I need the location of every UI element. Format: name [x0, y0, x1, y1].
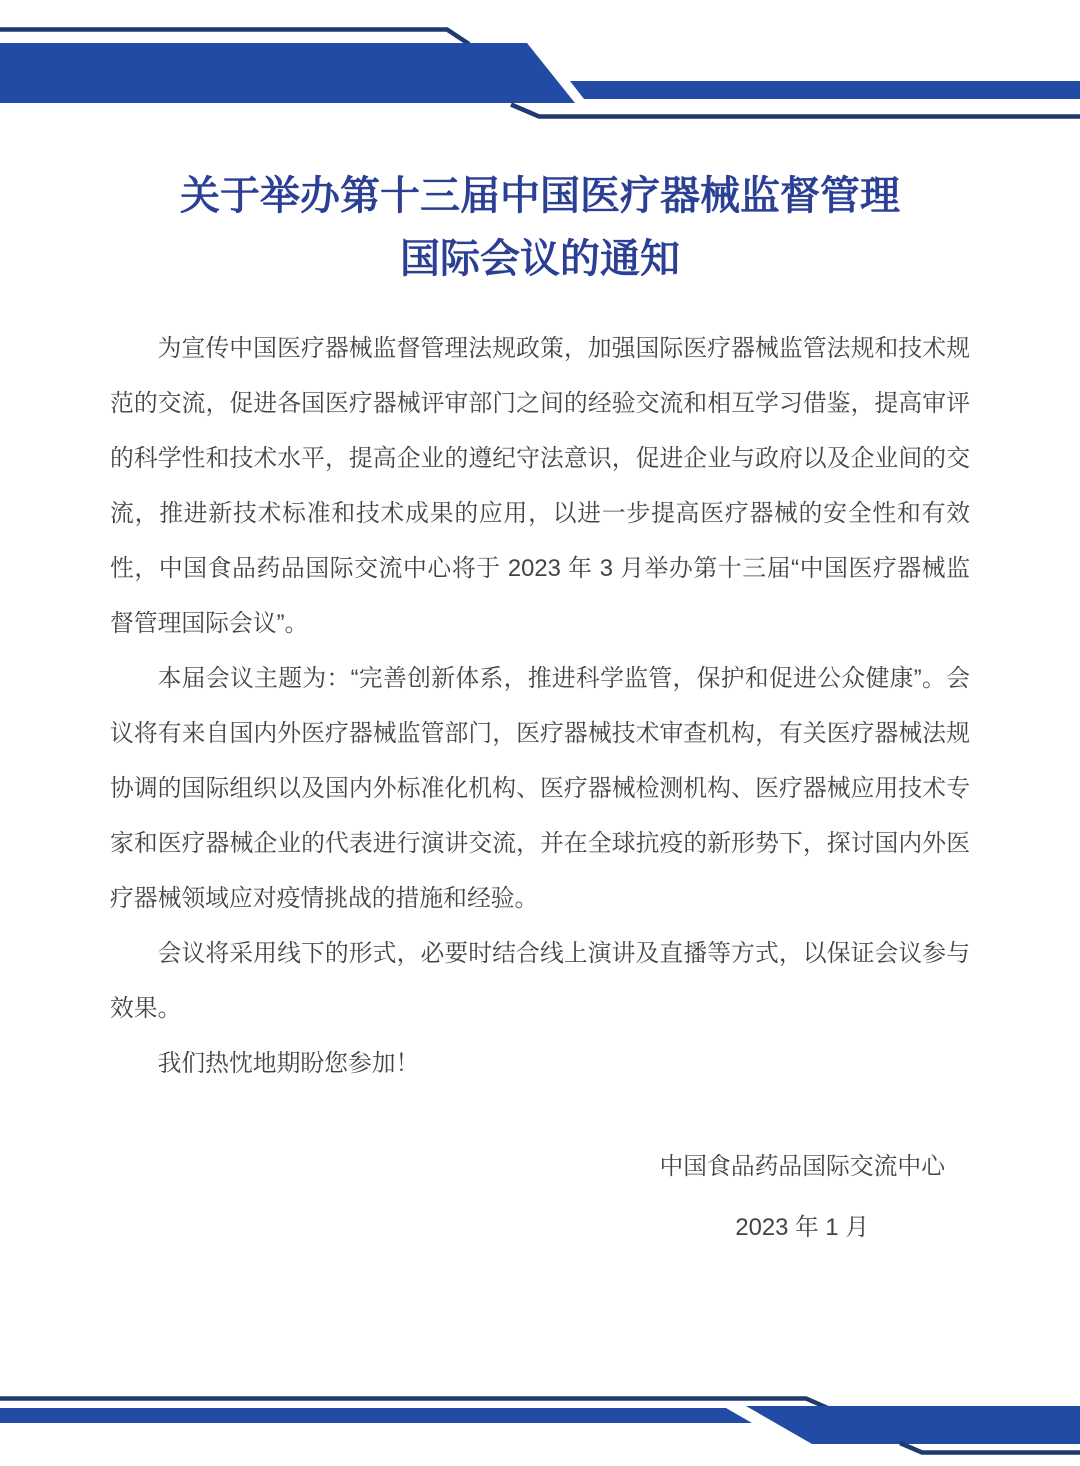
paragraph-format: 会议将采用线下的形式，必要时结合线上演讲及直播等方式，以保证会议参与效果。 [110, 940, 970, 1022]
footer-outline-stripe-top [0, 1399, 830, 1410]
signature-block [0, 1139, 1080, 1255]
signature-inner [659, 1139, 945, 1255]
footer-banner-graphic [0, 1336, 1080, 1466]
page-title [0, 165, 1080, 291]
header-banner-graphic [0, 0, 1080, 130]
page-title-line2: 国际会议的通知 [400, 237, 680, 281]
footer-outline-stripe-bottom [900, 1443, 1080, 1453]
header-large-band [0, 43, 575, 103]
paragraph-theme: 本届会议主题为：“完善创新体系，推进科学监管，保护和促进公众健康”。会议将有来自国内外医疗器械监管部门，医疗器械技术审查机构，有关医疗器械法规协调的国际组织以及国内外标准化机构、医疗器械检测机构、医疗器械应用技术专家和医疗器械企业的代表进行演讲交流，并在全球抗疫的新形势下，探讨国内外医疗器械领域应对疫情挑战的措施和经验。 [110, 665, 970, 912]
paragraph-purpose: 为宣传中国医疗器械监督管理法规政策，加强国际医疗器械监管法规和技术规范的交流，促进各国医疗器械评审部门之间的经验交流和相互学习借鉴，提高审评的科学性和技术水平，提高企业的遵纪守法意识，促进企业与政府以及企业间的交流，推进新技术标准和技术成果的应用，以进一步提高医疗器械的安全性和有效性，中国食品药品国际交流中心将于 2023 年 3 月举办第十三届“中国医疗器械监督管理国际会议”。 [110, 335, 970, 637]
paragraph-invitation: 我们热忱地期盼您参加！ [157, 1050, 420, 1077]
footer-large-band [746, 1406, 1080, 1444]
notice-body [110, 321, 970, 1091]
header-outline-stripe-bottom [511, 105, 1080, 117]
document-date: 2023 年 1 月 [735, 1214, 870, 1241]
page-title-line1: 关于举办第十三届中国医疗器械监督管理 [180, 174, 900, 218]
organization-signature: 中国食品药品国际交流中心 [659, 1153, 945, 1180]
footer-thin-band [0, 1408, 752, 1423]
header-outline-stripe-top [0, 30, 469, 45]
header-thin-band [570, 81, 1080, 99]
